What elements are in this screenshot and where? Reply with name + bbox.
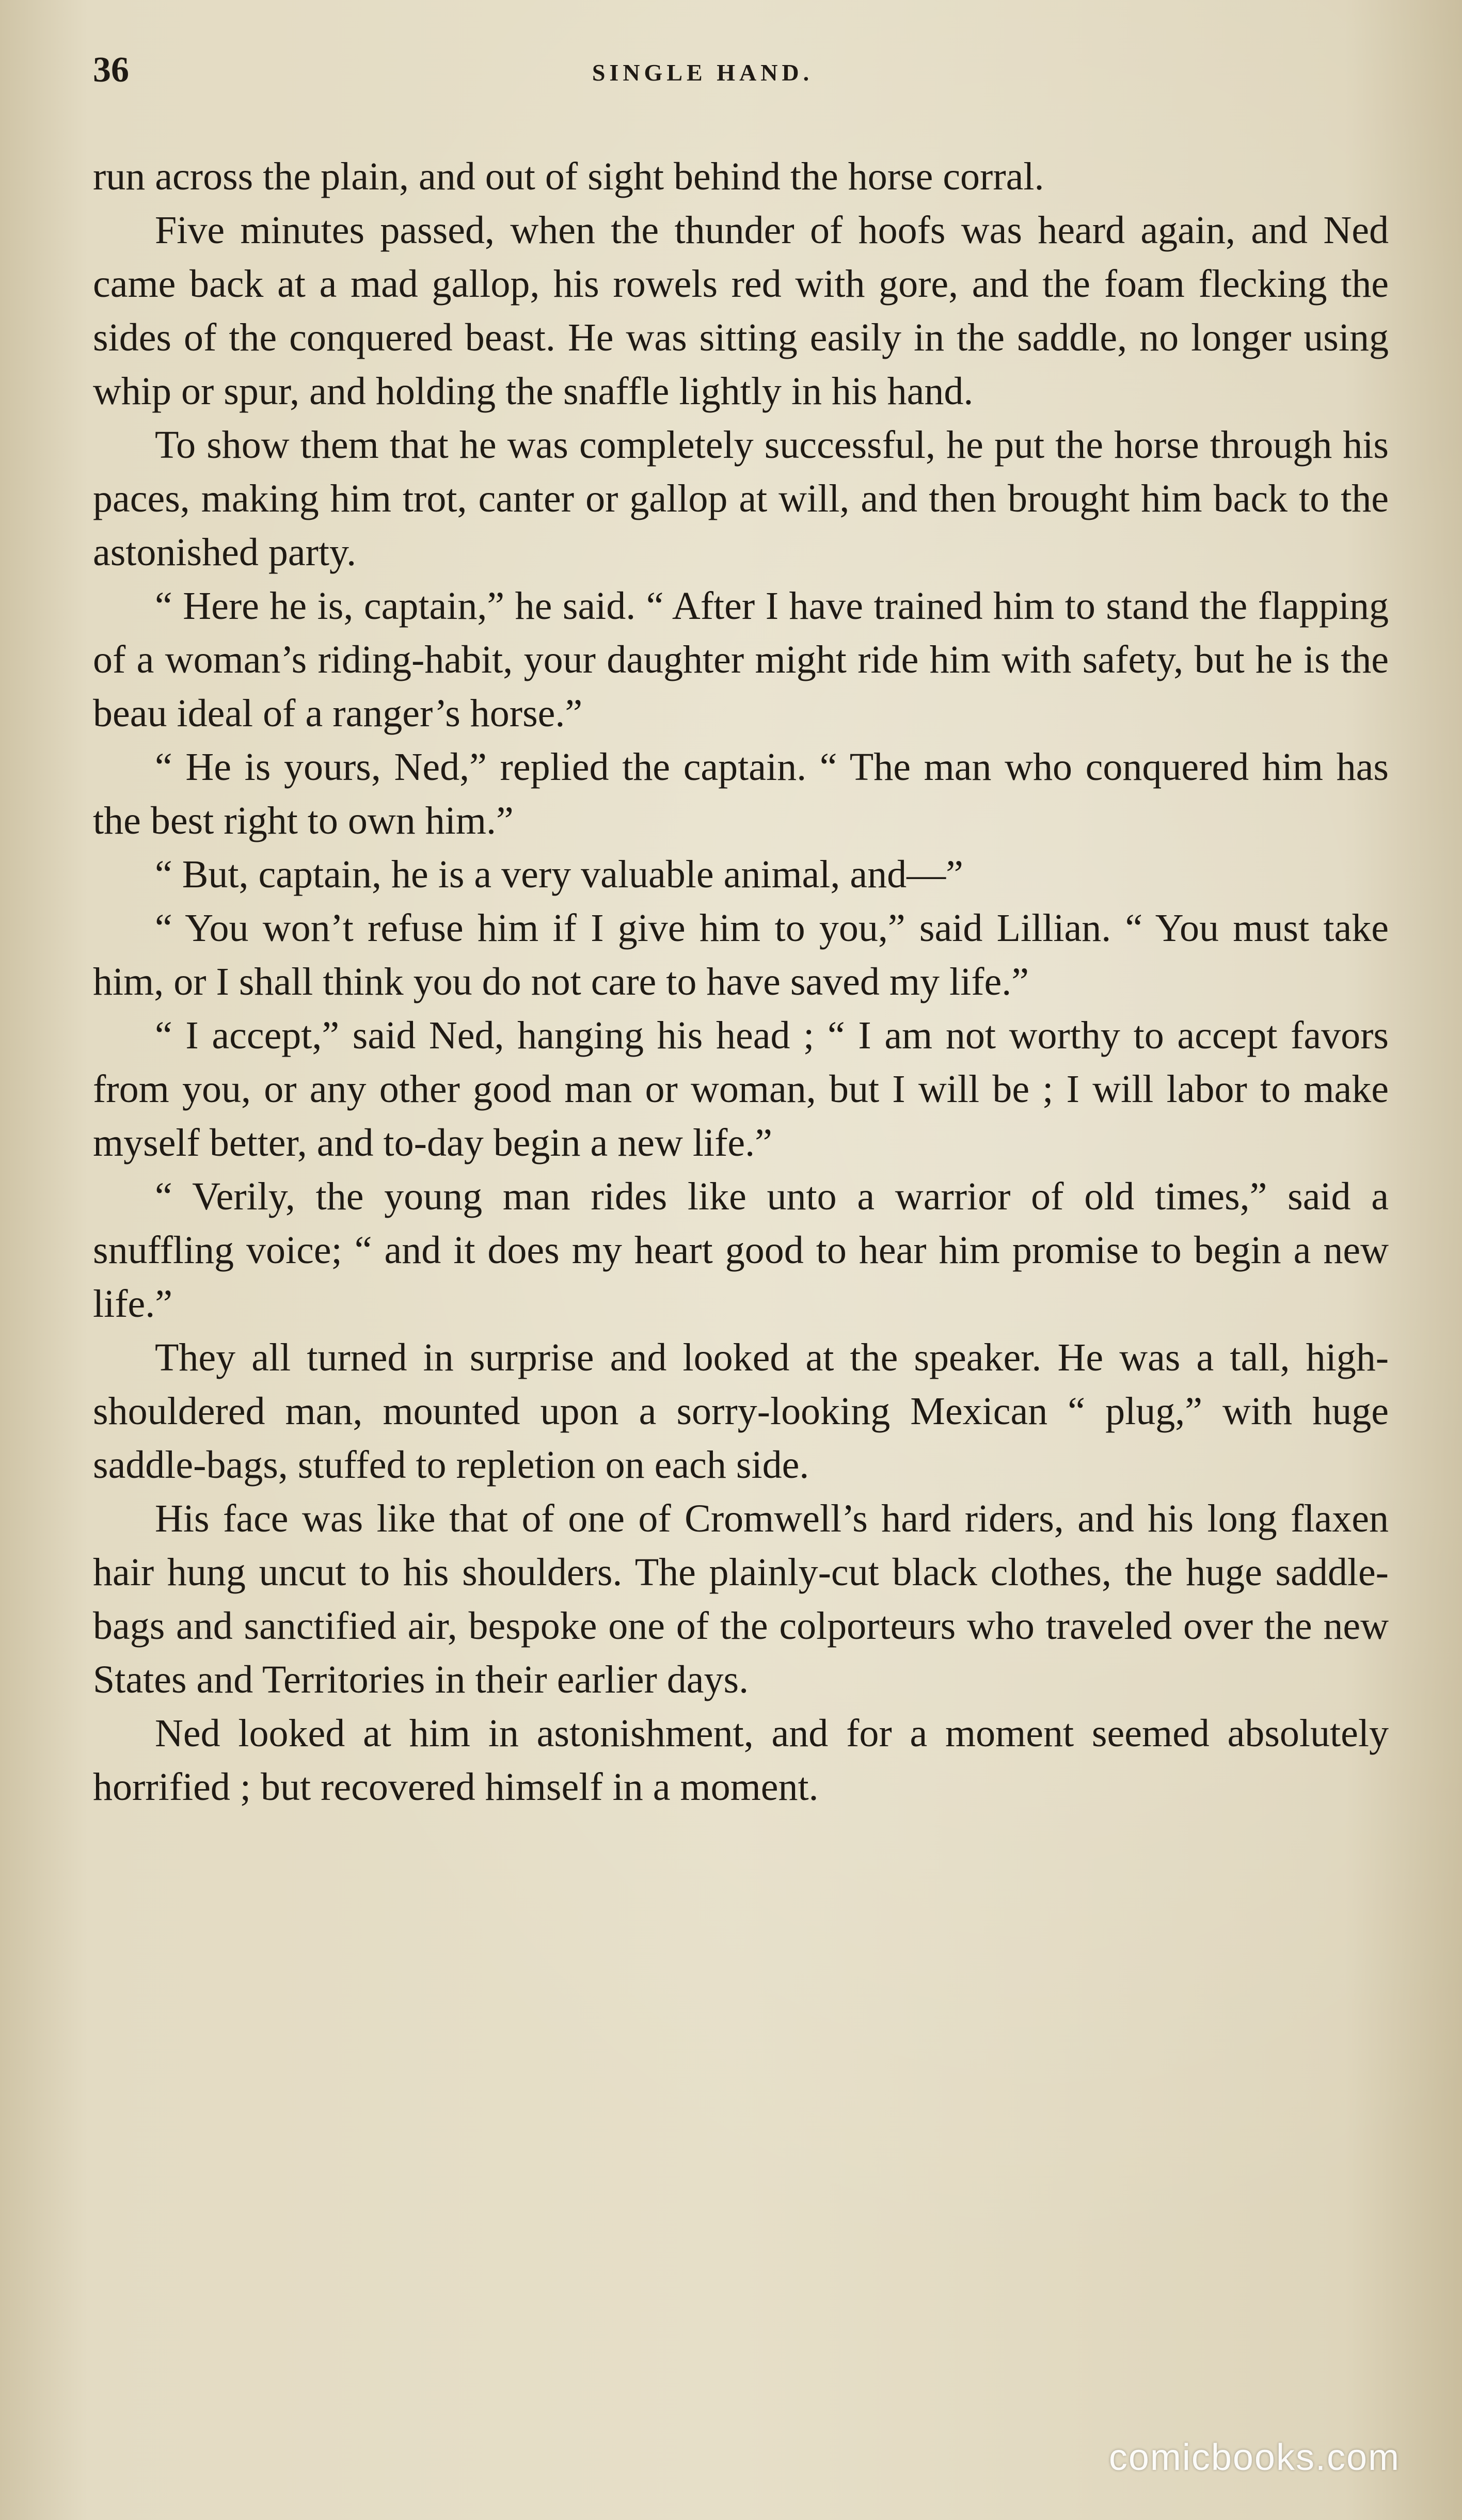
paragraph: His face was like that of one of Cromwell’s hard riders, and his long flaxen hair hung uncut to his shoulders. The plainly-cut black clothes, the huge saddle-bags and sanctified air, bespoke one of the colporteurs who traveled over the new States and Territories in their earlier days.	[93, 1497, 1389, 1701]
paragraph: They all turned in surprise and looked at the speaker. He was a tall, high-shouldered man, mounted upon a sorry-looking Mexican “ plug,” with huge saddle-bags, stuffed to repletion on each side.	[93, 1336, 1389, 1487]
paragraph: “ I accept,” said Ned, hanging his head ; “ I am not worthy to accept favors from you, or any other good man or woman, but I will be ; I will labor to make myself better, and to-day begin a new life.”	[93, 1014, 1389, 1165]
body-text	[93, 150, 1389, 1814]
page-number: 36	[93, 50, 129, 90]
paragraph: Ned looked at him in astonishment, and for a moment seemed absolutely horrified ; but recovered himself in a moment.	[93, 1712, 1389, 1809]
running-title: SINGLE HAND.	[592, 59, 814, 86]
paragraph: “ Verily, the young man rides like unto a warrior of old times,” said a snuffling voice; “ and it does my heart good to hear him promise to begin a new life.”	[93, 1175, 1389, 1326]
paragraph: “ But, captain, he is a very valuable animal, and—”	[155, 853, 963, 896]
page-header	[93, 50, 1385, 96]
paragraph: “ Here he is, captain,” he said. “ After I have trained him to stand the flapping of a woman’s riding-habit, your daughter might ride him with safety, but he is the beau ideal of a ranger’s horse.”	[93, 584, 1389, 735]
paragraph: run across the plain, and out of sight behind the horse corral.	[93, 155, 1044, 198]
paragraph: Five minutes passed, when the thunder of hoofs was heard again, and Ned came back at a mad gallop, his rowels red with gore, and the foam flecking the sides of the conquered beast. He was sitting easily in the saddle, no longer using whip or spur, and holding the snaffle lightly in his hand.	[93, 209, 1389, 413]
paragraph: “ He is yours, Ned,” replied the captain. “ The man who conquered him has the best right to own him.”	[93, 745, 1389, 842]
paragraph: To show them that he was completely successful, he put the horse through his paces, making him trot, canter or gallop at will, and then brought him back to the astonished party.	[93, 423, 1389, 574]
watermark: comicbooks.com	[1108, 2437, 1400, 2478]
paragraph: “ You won’t refuse him if I give him to you,” said Lillian. “ You must take him, or I shall think you do not care to have saved my life.”	[93, 906, 1389, 1003]
